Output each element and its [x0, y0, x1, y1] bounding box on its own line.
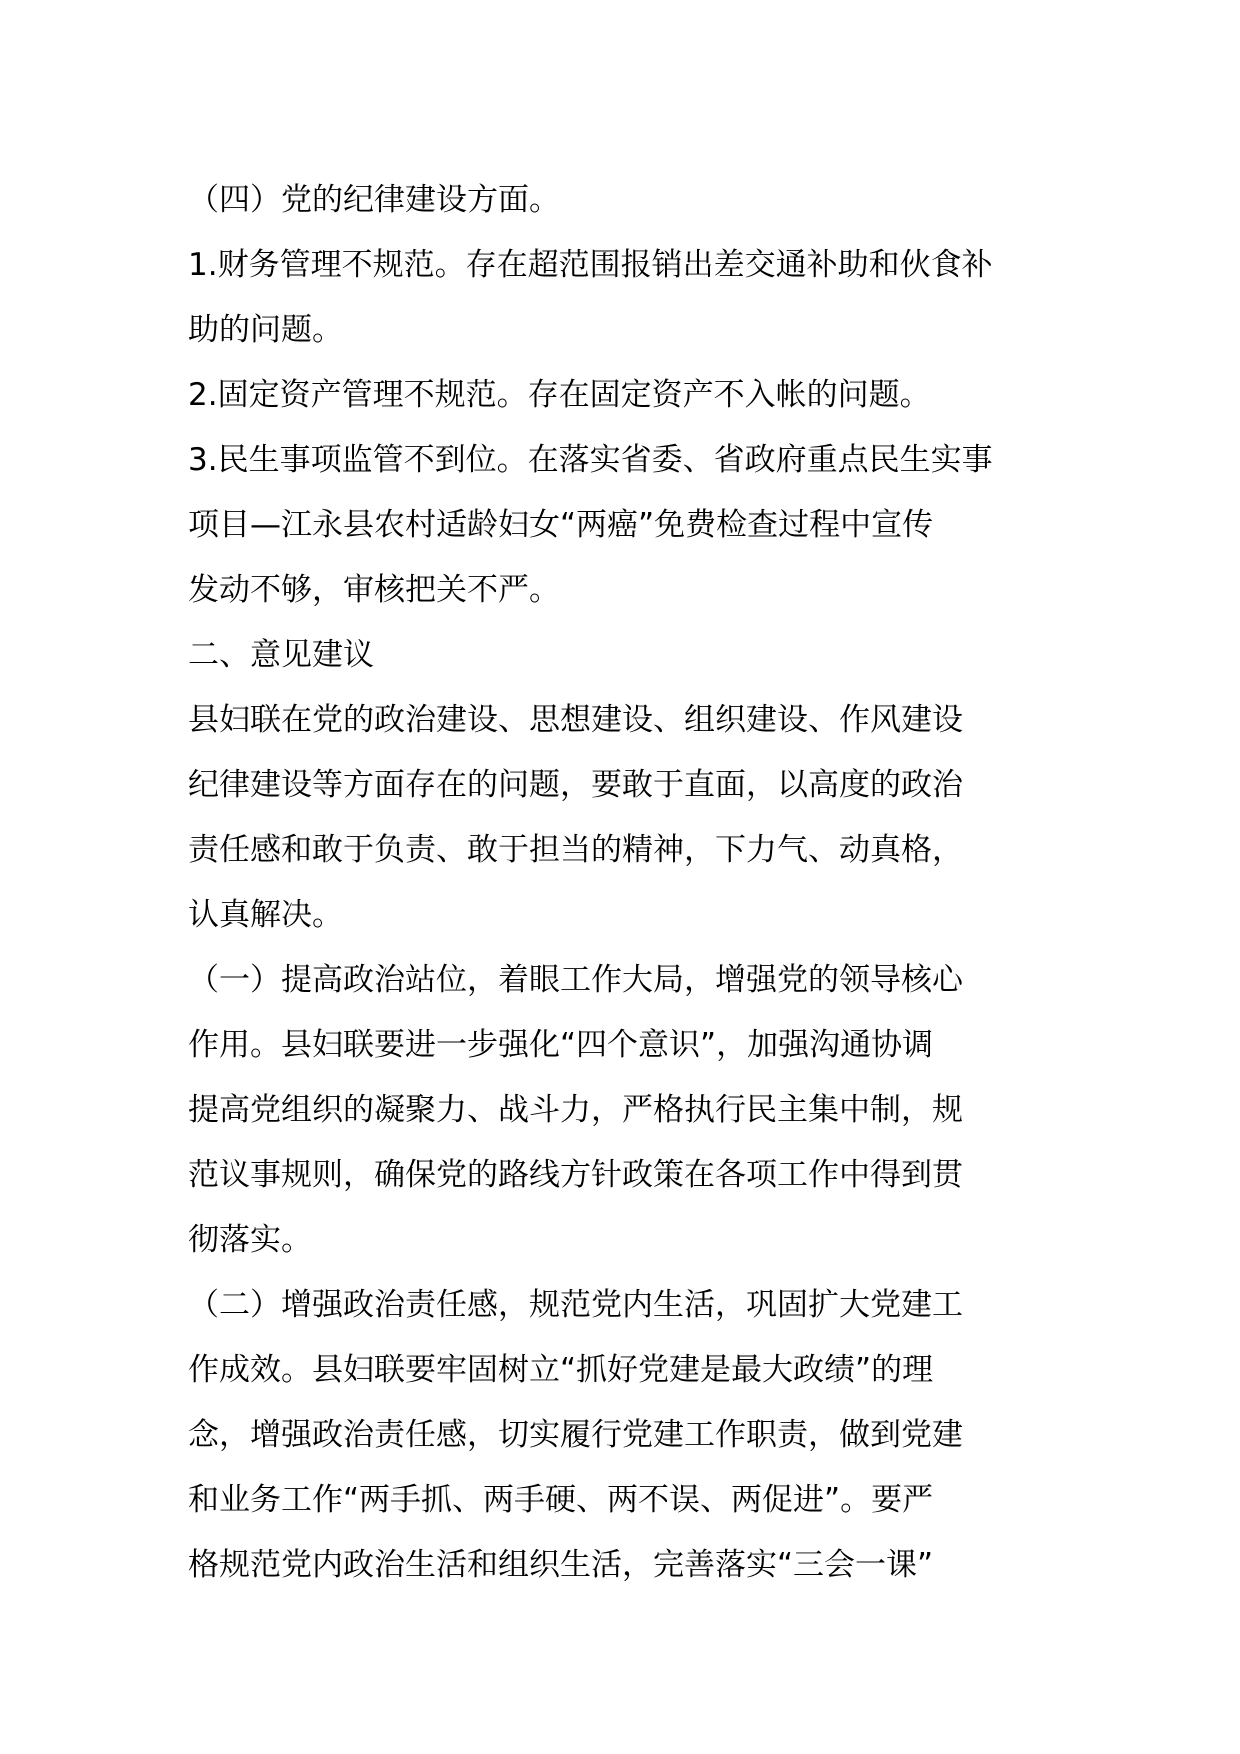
paragraph-line: 和业务工作“两手抓、两手硬、两不误、两促进”。要严 — [188, 1482, 934, 1518]
paragraph-line: 3.民生事项监管不到位。在落实省委、省政府重点民生实事 — [188, 442, 993, 478]
paragraph-line: 念，增强政治责任感，切实履行党建工作职责，做到党建 — [188, 1417, 963, 1453]
paragraph-line: 彻落实。 — [188, 1222, 312, 1258]
paragraph-line: 提高党组织的凝聚力、战斗力，严格执行民主集中制，规 — [188, 1092, 963, 1128]
paragraph-line: 责任感和敢于负责、敢于担当的精神，下力气、动真格， — [188, 832, 963, 868]
document-body — [188, 168, 1058, 1598]
section-heading-suggestions: 二、意见建议 — [188, 637, 374, 673]
paragraph-line: 范议事规则，确保党的路线方针政策在各项工作中得到贯 — [188, 1157, 963, 1193]
paragraph-line: 格规范党内政治生活和组织生活，完善落实“三会一课” — [188, 1547, 934, 1583]
paragraph-line: 项目—江永县农村适龄妇女“两癌”免费检查过程中宣传 — [188, 507, 934, 543]
paragraph-line: 作成效。县妇联要牢固树立“抓好党建是最大政绩”的理 — [188, 1352, 934, 1388]
paragraph-line: （一）提高政治站位，着眼工作大局，增强党的领导核心 — [188, 962, 963, 998]
paragraph-line: （二）增强政治责任感，规范党内生活，巩固扩大党建工 — [188, 1287, 963, 1323]
paragraph-line: 助的问题。 — [188, 312, 343, 348]
section-heading-discipline: （四）党的纪律建设方面。 — [188, 182, 560, 218]
paragraph-line: 2.固定资产管理不规范。存在固定资产不入帐的问题。 — [188, 377, 931, 413]
paragraph-line: 县妇联在党的政治建设、思想建设、组织建设、作风建设 — [188, 702, 963, 738]
paragraph-line: 作用。县妇联要进一步强化“四个意识”，加强沟通协调 — [188, 1027, 934, 1063]
paragraph-line: 1.财务管理不规范。存在超范围报销出差交通补助和伙食补 — [188, 247, 993, 283]
paragraph-line: 发动不够，审核把关不严。 — [188, 572, 560, 608]
paragraph-line: 认真解决。 — [188, 897, 343, 933]
paragraph-line: 纪律建设等方面存在的问题，要敢于直面，以高度的政治 — [188, 767, 963, 803]
